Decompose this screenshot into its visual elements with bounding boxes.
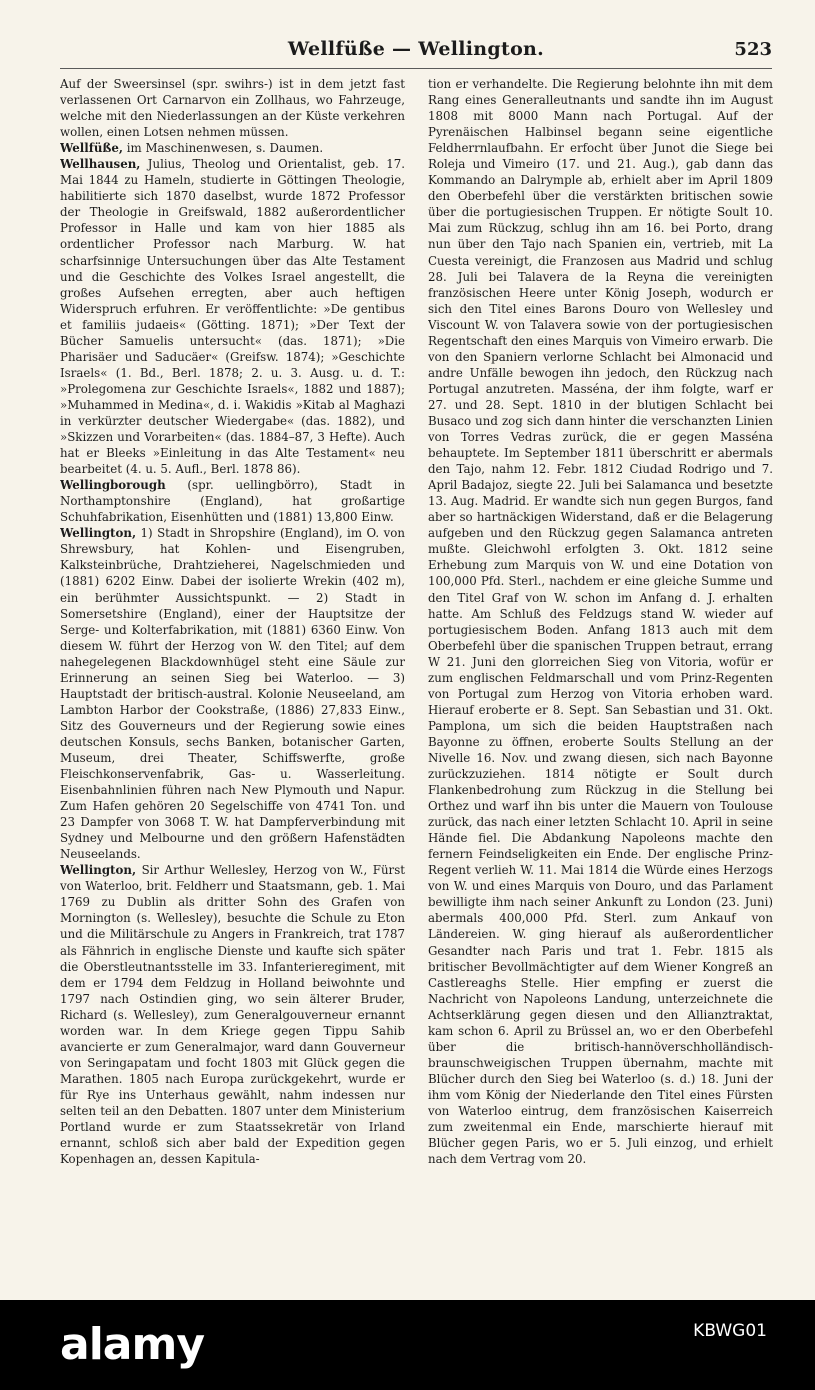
dictionary-entry [60, 477, 405, 525]
entry-headword: Wellingborough [60, 478, 166, 493]
dictionary-entry [60, 525, 405, 862]
header-rule [60, 68, 772, 69]
continuation-text [60, 76, 405, 140]
image-id: KBWG01 [693, 1321, 767, 1341]
entry-text: tion er verhandelte. Die Regierung belohnte ihn mit dem Rang eines Generalleutnants und sandte ihn im August 1808 mit 8000 Mann nach Portugal. Auf der Pyrenäischen Halbinsel begann seine eigentliche Feldherrnlaufbahn. Er erfocht über Junot die Siege bei Roleja und Vimeiro (17. und 21. Aug.), gab dann das Kommando an Dalrymple ab, erhielt aber im April 1809 den Oberbefehl über die verstärkten britischen sowie über die portugiesischen Truppen. Er nötigte Soult 10. Mai zum Rückzug, schlug ihn am 16. bei Porto, drang nun über den Tajo nach Spanien ein, vertrieb, mit La Cuesta vereinigt, die Franzosen aus Madrid und schlug 28. Juli bei Talavera de la Reyna die vereinigten französischen Heere unter König Joseph, wodurch er sich den Titel eines Barons Douro von Wellesley und Viscount W. von Talavera sowie von der portugiesischen Regentschaft den eines Marquis von Vimeiro erwarb. Die von den Spaniern verlorne Schlacht bei Almonacid und andre Unfälle bewogen ihn jedoch, den Rückzug nach Portugal anzutreten. Masséna, der ihm folgte, warf er 27. und 28. Sept. 1810 in der blutigen Schlacht bei Busaco und zog sich dann hinter die verschanzten Linien von Torres Vedras zurück, die er gegen Masséna behauptete. Im September 1811 überschritt er abermals den Tajo, nahm 12. Febr. 1812 Ciudad Rodrigo und 7. April Badajoz, siegte 22. Juli bei Salamanca und besetzte 13. Aug. Madrid. Er wandte sich nun gegen Burgos, fand aber so hartnäckigen Widerstand, daß er die Belagerung aufgeben und den Rückzug gegen Salamanca antreten mußte. Gleichwohl erfolgten 3. Okt. 1812 seine Erhebung zum Marquis von W. und eine Dotation von 100,000 Pfd. Sterl., nachdem er eine gleiche Summe und den Titel Graf von W. schon im Anfang d. J. erhalten hatte. Am Schluß des Feldzugs stand W. wieder auf portugiesischem Boden. Anfang 1813 auch mit dem Oberbefehl über die spanischen Truppen betraut, errang W 21. Juni den glorreichen Sieg von Vitoria, wofür er zum englischen Feldmarschall und vom Prinz-Regenten von Portugal zum Herzog von Vitoria erhoben ward. Hierauf eroberte er 8. Sept. San Sebastian und 31. Okt. Pamplona, um sich die beiden Hauptstraßen nach Bayonne zu öffnen, eroberte Soults Stellung an der Nivelle 16. Nov. und zwang diesen, sich nach Bayonne zurückzuziehen. 1814 nötigte er Soult durch Flankenbedrohung zum Rückzug in die Stellung bei Orthez und warf ihn bis unter die Mauern von Toulouse zurück, das nach einer letzten Schlacht 10. April in seine Hände fiel. Die Abdankung Napoleons machte den fernern Feindseligkeiten ein Ende. Der englische Prinz-Regent verlieh W. 11. Mai 1814 die Würde eines Herzogs von W. und eines Marquis von Douro, und das Parlament bewilligte ihm nach seiner Ankunft zu London (23. Juni) abermals 400,000 Pfd. Sterl. zum Ankauf von Ländereien. W. ging hierauf als außerordentlicher Gesandter nach Paris und trat 1. Febr. 1815 als britischer Bevollmächtigter auf dem Wiener Kongreß an Castlereaghs Stelle. Hier empfing er zuerst die Nachricht von Napoleons Landung, unterzeichnete die Achtserklärung gegen diesen und den Allianztraktat, kam schon 6. April zu Brüssel an, wo er den Oberbefehl über die britisch-hannöverschholländisch-braunschweigischen Truppen übernahm, machte mit Blücher durch den Sieg bei Waterloo (s. d.) 18. Juni der ihm vom König der Niederlande den Titel eines Fürsten von Waterloo eintrug, dem französischen Kaiserreich zum zweitenmal ein Ende, marschierte hierauf mit Blücher gegen Paris, wo er 5. Juli einzog, und erhielt nach dem Vertrag vom 20. [428, 77, 773, 1167]
running-header [60, 38, 772, 64]
entry-text: Auf der Sweersinsel (spr. swihrs-) ist in dem jetzt fast verlassenen Ort Carnarvon ein Zollhaus, wo Fahrzeuge, welche mit den Niederlassungen an der Küste verkehren wollen, einen Lotsen nehmen müssen. [60, 77, 405, 140]
entry-text: Julius, Theolog und Orientalist, geb. 17. Mai 1844 zu Hameln, studierte in Göttingen Theologie, habilitierte sich 1870 daselbst, wurde 1872 Professor der Theologie in Greifswald, 1882 außerordentlicher Professor in Halle und kam von hier 1885 als ordentlicher Professor nach Marburg. W. hat scharfsinnige Untersuchungen über das Alte Testament und die Geschichte des Volkes Israel angestellt, die großes Aufsehen erregten, aber auch heftigen Widerspruch erfuhren. Er veröffentlichte: »De gentibus et familiis judaeis« (Götting. 1871); »Der Text der Bücher Samuelis untersucht« (das. 1871); »Die Pharisäer und Saducäer« (Greifsw. 1874); »Geschichte Israels« (1. Bd., Berl. 1878; 2. u. 3. Ausg. u. d. T.: »Prolegomena zur Geschichte Israels«, 1882 und 1887); »Muhammed in Medina«, d. i. Wakidis »Kitab al Maghazi in verkürzter deutscher Wiedergabe« (das. 1882), und »Skizzen und Vorarbeiten« (das. 1884–87, 3 Hefte). Auch hat er Bleeks »Einleitung in das Alte Testament« neu bearbeitet (4. u. 5. Aufl., Berl. 1878 86). [60, 157, 405, 477]
continuation-text [428, 76, 773, 1167]
entry-headword: Wellington, [60, 863, 137, 878]
left-column [60, 76, 405, 1276]
entry-headword: Wellington, [60, 526, 137, 541]
entry-headword: Wellhausen, [60, 157, 141, 172]
watermark-bar [0, 1300, 815, 1390]
right-column [428, 76, 773, 1276]
header-title: Wellfüße — Wellington. [287, 38, 545, 60]
page-number: 523 [734, 39, 772, 60]
entry-text: im Maschinenwesen, s. Daumen. [122, 141, 324, 156]
entry-text: (spr. uellingbörro), Stadt in Northamptonshire (England), hat großartige Schuhfabrikation, Eisenhütten und (1881) 13,800 Einw. [60, 478, 405, 525]
alamy-logo: alamy [60, 1319, 204, 1370]
entry-headword: Wellfüße, [60, 141, 123, 156]
entry-text: Sir Arthur Wellesley, Herzog von W., Fürst von Waterloo, brit. Feldherr und Staatsmann, geb. 1. Mai 1769 zu Dublin als dritter Sohn des Grafen von Mornington (s. Wellesley), besuchte die Schule zu Eton und die Militärschule zu Angers in Frankreich, trat 1787 als Fähnrich in englische Dienste und kaufte sich später die Oberstleutnantsstelle im 33. Infanterieregiment, mit dem er 1794 dem Feldzug in Holland beiwohnte und 1797 nach Ostindien ging, wo sein älterer Bruder, Richard (s. Wellesley), zum Generalgouverneur ernannt worden war. In dem Kriege gegen Tippu Sahib avancierte er zum Generalmajor, ward dann Gouverneur von Seringapatam und focht 1803 mit Glück gegen die Marathen. 1805 nach Europa zurückgekehrt, wurde er für Rye ins Unterhaus gewählt, nahm indessen nur selten teil an den Debatten. 1807 unter dem Ministerium Portland wurde er zum Staatssekretär von Irland ernannt, schloß sich aber bald der Expedition gegen Kopenhagen an, dessen Kapitula- [60, 863, 405, 1167]
dictionary-entry [60, 862, 405, 1167]
entry-text: 1) Stadt in Shropshire (England), im O. von Shrewsbury, hat Kohlen- und Eisengruben, Kalksteinbrüche, Drahtzieherei, Nagelschmieden und (1881) 6202 Einw. Dabei der isolierte Wrekin (402 m), ein berühmter Aussichtspunkt. — 2) Stadt in Somersetshire (England), einer der Hauptsitze der Serge- und Kolterfabrikation, mit (1881) 6360 Einw. Von diesem W. führt der Herzog von W. den Titel; auf dem nahegelegenen Blackdownhügel steht eine Säule zur Erinnerung an seinen Sieg bei Waterloo. — 3) Hauptstadt der britisch-austral. Kolonie Neuseeland, am Lambton Harbor der Cookstraße, (1886) 27,833 Einw., Sitz des Gouverneurs und der Regierung sowie eines deutschen Konsuls, sechs Banken, botanischer Garten, Museum, drei Theater, Schiffswerfte, große Fleischkonservenfabrik, Gas- u. Wasserleitung. Eisenbahnlinien führen nach New Plymouth und Napur. Zum Hafen gehören 20 Segelschiffe von 4741 Ton. und 23 Dampfer von 3068 T. W. hat Dampferverbindung mit Sydney und Melbourne und den größern Hafenstädten Neuseelands. [60, 526, 405, 862]
dictionary-entry [60, 156, 405, 477]
dictionary-entry [60, 140, 405, 156]
